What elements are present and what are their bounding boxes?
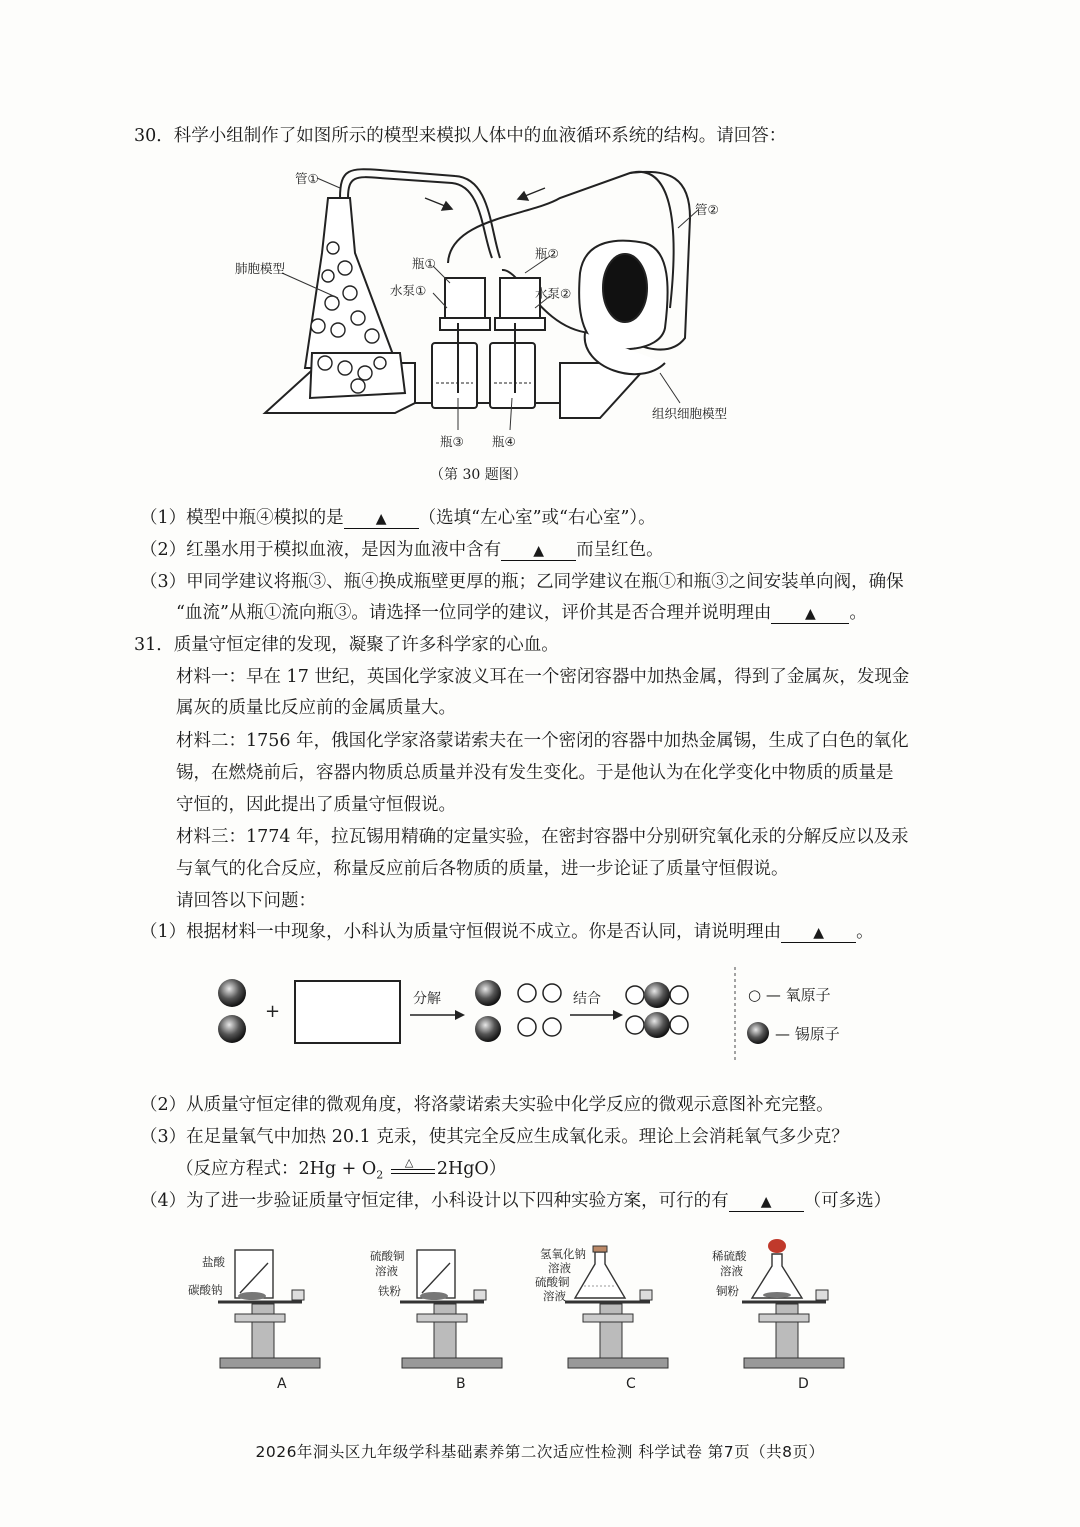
option-b-label: B: [456, 1376, 466, 1392]
decompose-label: 分解: [413, 991, 441, 1007]
material2-line1: 材料二：1756 年，俄国化学家洛蒙诺索夫在一个密闭的容器中加热金属锡，生成了白色的氧化: [176, 731, 909, 751]
label-bottle1: 瓶①: [412, 256, 436, 271]
label-dilute-sulfuric-acid: 稀硫酸: [712, 1249, 747, 1263]
label-tube1: 管①: [295, 171, 319, 186]
label-copper-sulfate: 硫酸铜: [535, 1275, 570, 1289]
q31-part3: （3）在足量氧气中加热 20.1 克汞，使其完全反应生成氧化汞。理论上会消耗氧气多少克？: [140, 1127, 849, 1147]
option-d-label: D: [798, 1376, 809, 1392]
setup-a: [188, 1250, 320, 1392]
label-pump2: 水泵②: [535, 286, 572, 301]
equals-sign: △: [389, 1161, 437, 1179]
label-solution: 溶液: [720, 1264, 743, 1278]
setup-c: [535, 1246, 668, 1392]
q30-part3-line1: （3）甲同学建议将瓶③、瓶④换成瓶壁更厚的瓶；乙同学建议在瓶①和瓶③之间安装单向阀，确保: [140, 572, 904, 592]
tin-atom: [475, 1016, 501, 1042]
q31-equation: （反应方程式：$2Hg + O_2$ △ 2HgO）: [176, 1155, 507, 1182]
label-pump1: 水泵①: [390, 283, 427, 298]
plus-sign: +: [265, 1001, 281, 1022]
label-bottle4: 瓶④: [492, 434, 516, 449]
label-solution: 溶液: [543, 1289, 566, 1303]
oxygen-atom: [543, 984, 561, 1002]
option-a-label: A: [277, 1376, 287, 1392]
setup-b: [370, 1249, 502, 1392]
answer-blank[interactable]: ▲: [729, 1193, 804, 1212]
answer-blank[interactable]: ▲: [771, 605, 849, 624]
combine-label: 结合: [573, 991, 601, 1007]
oxygen-atom: [518, 1018, 536, 1036]
oxygen-atom: [518, 984, 536, 1002]
legend-oxygen: ○ — 氧原子: [748, 986, 831, 1004]
page-footer: 2026年洞头区九年级学科基础素养第二次适应性检测 科学试卷 第7页（共8页）: [255, 1443, 825, 1461]
experiment-setups: [180, 1238, 880, 1398]
circulation-model-figure: [200, 158, 810, 458]
legend-tin: — 锡原子: [775, 1025, 840, 1043]
tin-atom: [644, 982, 670, 1008]
q31-part2: （2）从质量守恒定律的微观角度，将洛蒙诺索夫实验中化学反应的微观示意图补充完整。: [140, 1095, 834, 1115]
tin-atom: [218, 1015, 246, 1043]
label-bottle3: 瓶③: [440, 434, 464, 449]
material3-line2: 与氧气的化合反应，称量反应前后各物质的质量，进一步论证了质量守恒假说。: [176, 859, 789, 879]
legend-tin-atom: [747, 1022, 769, 1044]
q30-part3-line2: “血流”从瓶①流向瓶③。请选择一位同学的建议，评价其是否合理并说明理由 ▲ 。: [176, 603, 867, 623]
answer-blank[interactable]: ▲: [501, 542, 576, 561]
q30-part2: （2）红墨水用于模拟血液，是因为血液中含有 ▲ 而呈红色。: [140, 540, 664, 560]
material1-line1: 材料一：早在 17 世纪，英国化学家波义耳在一个密闭容器中加热金属，得到了金属灰，发现金: [176, 667, 910, 687]
label-solution: 溶液: [375, 1264, 398, 1278]
answer-box[interactable]: [295, 981, 400, 1043]
label-sodium-hydroxide: 氢氧化钠: [540, 1247, 586, 1261]
label-bottle2: 瓶②: [535, 246, 559, 261]
tin-atom: [218, 979, 246, 1007]
setup-d: [712, 1239, 844, 1392]
label-hydrochloric-acid: 盐酸: [202, 1255, 225, 1269]
answer-blank[interactable]: ▲: [344, 510, 419, 529]
q31-title: 31．质量守恒定律的发现，凝聚了许多科学家的心血。: [134, 635, 559, 655]
q31-part4: （4）为了进一步验证质量守恒定律，小科设计以下四种实验方案，可行的有 ▲ （可多选）: [140, 1191, 892, 1211]
label-copper-powder: 铜粉: [716, 1284, 739, 1298]
answer-blank[interactable]: ▲: [781, 924, 856, 943]
oxygen-atom: [543, 1018, 561, 1036]
q30-part1: （1）模型中瓶④模拟的是 ▲ （选填“左心室”或“右心室”）。: [140, 508, 656, 528]
material2-line3: 守恒的，因此提出了质量守恒假说。: [176, 795, 456, 815]
tin-atom: [644, 1012, 670, 1038]
figure-caption: （第 30 题图）: [430, 467, 527, 483]
ask-line: 请回答以下问题：: [176, 891, 316, 911]
material1-line2: 属灰的质量比反应前的金属质量大。: [176, 698, 456, 718]
label-iron-powder: 铁粉: [378, 1284, 401, 1298]
q31-part1: （1）根据材料一中现象，小科认为质量守恒假说不成立。你是否认同，请说明理由 ▲ 。: [140, 922, 874, 942]
label-solution: 溶液: [548, 1261, 571, 1275]
material3-line1: 材料三：1774 年，拉瓦锡用精确的定量实验，在密封容器中分别研究氧化汞的分解反应以及汞: [176, 827, 909, 847]
label-sodium-carbonate: 碳酸钠: [188, 1283, 223, 1297]
label-tube2: 管②: [695, 202, 719, 217]
label-tissue-model: 组织细胞模型: [652, 406, 728, 421]
option-c-label: C: [626, 1376, 636, 1392]
tin-atom: [475, 980, 501, 1006]
material2-line2: 锡，在燃烧前后，容器内物质总质量并没有发生变化。于是他认为在化学变化中物质的质量是: [176, 763, 894, 783]
label-copper-sulfate: 硫酸铜: [370, 1249, 405, 1263]
q30-title: 30．科学小组制作了如图所示的模型来模拟人体中的血液循环系统的结构。请回答：: [134, 126, 787, 146]
label-lung-model: 肺胞模型: [235, 261, 286, 276]
micro-reaction-diagram: [205, 965, 885, 1065]
